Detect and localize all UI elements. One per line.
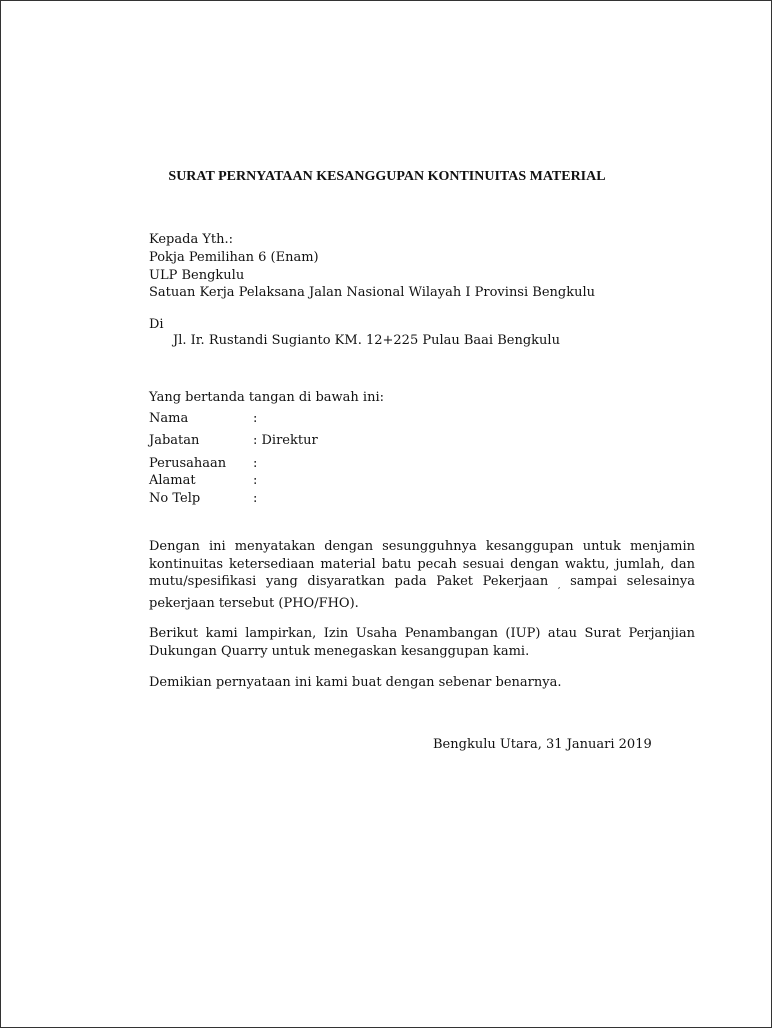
place-date: Bengkulu Utara, 31 Januari 2019 <box>433 737 652 752</box>
paragraph-statement-mark: , <box>557 581 561 590</box>
letter-title: SURAT PERNYATAAN KESANGGUPAN KONTINUITAS MATERIAL <box>168 169 606 184</box>
field-alamat-label: Alamat <box>149 473 196 488</box>
recipient-satker: Satuan Kerja Pelaksana Jalan Nasional Wilayah I Provinsi Bengkulu <box>149 285 595 300</box>
intro-text: Yang bertanda tangan di bawah ini: <box>149 390 384 405</box>
field-nama-label: Nama <box>149 411 189 426</box>
paragraph-statement-part2: sampai selesainya pekerjaan tersebut (PHO/FHO). <box>149 574 695 611</box>
field-nama-colon: : <box>253 411 258 426</box>
recipient-pokja: Pokja Pemilihan 6 (Enam) <box>149 250 319 265</box>
field-perusahaan-colon: : <box>253 456 258 471</box>
recipient-di: Di <box>149 317 164 332</box>
recipient-address: Jl. Ir. Rustandi Sugianto KM. 12+225 Pulau Baai Bengkulu <box>173 333 560 348</box>
paragraph-statement-part1: Dengan ini menyatakan dengan sesungguhnya kesanggupan untuk menjamin kontinuitas ketersediaan material batu pecah sesuai dengan waktu, jumlah, dan mutu/spesifikasi yang disyaratkan pada Paket Pekerjaan <box>149 539 695 589</box>
paragraph-closing: Demikian pernyataan ini kami buat dengan sebenar benarnya. <box>149 675 562 690</box>
field-alamat-colon: : <box>253 473 258 488</box>
field-jabatan-label: Jabatan <box>149 433 200 448</box>
field-jabatan-value: : Direktur <box>253 433 318 448</box>
field-perusahaan-label: Perusahaan <box>149 456 227 471</box>
paragraph-statement <box>149 538 695 612</box>
field-telp-colon: : <box>253 491 258 506</box>
recipient-greeting: Kepada Yth.: <box>149 232 234 247</box>
field-telp-label: No Telp <box>149 491 201 506</box>
paragraph-attachment: Berikut kami lampirkan, Izin Usaha Penambangan (IUP) atau Surat Perjanjian Dukungan Quarry untuk menegaskan kesanggupan kami. <box>149 626 695 659</box>
recipient-ulp: ULP Bengkulu <box>149 268 245 283</box>
